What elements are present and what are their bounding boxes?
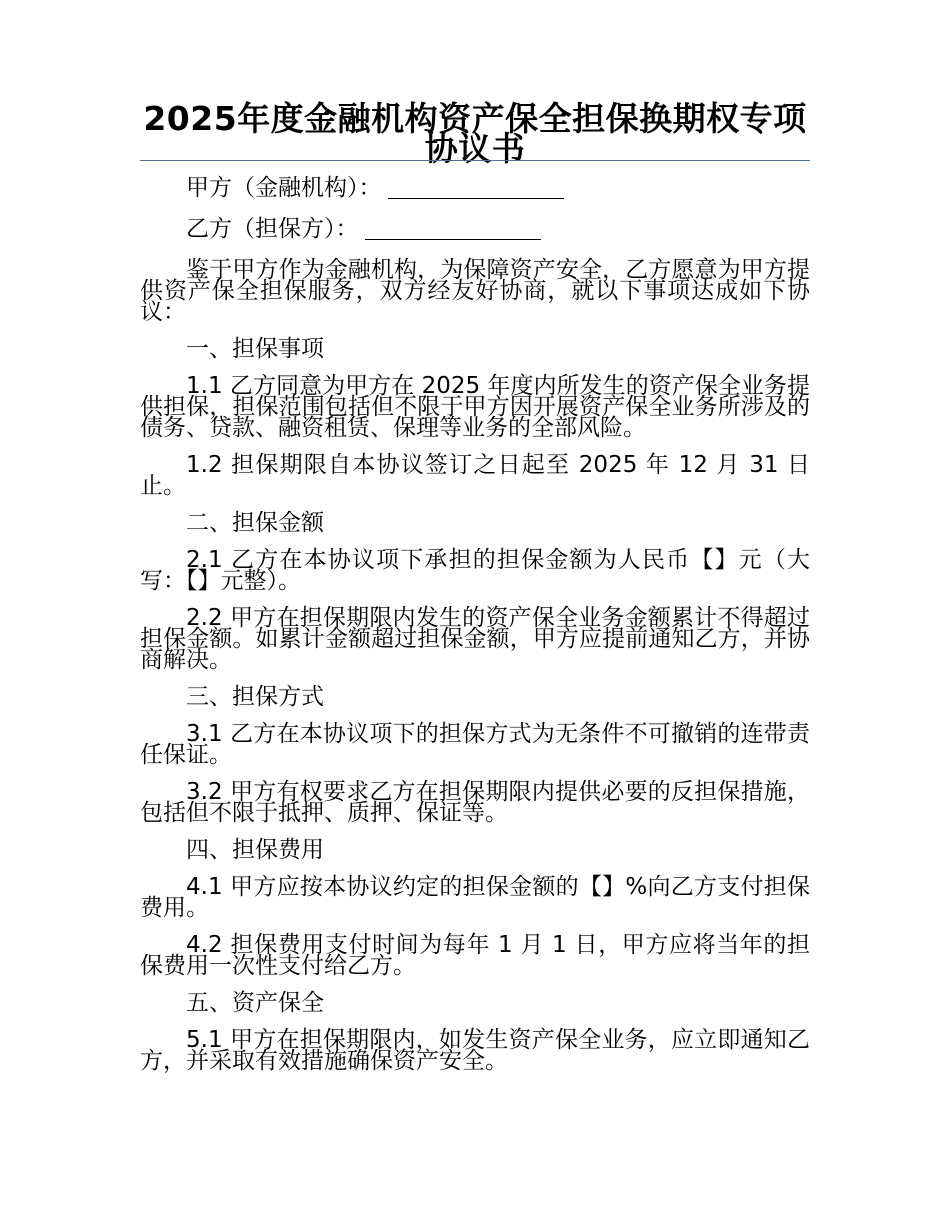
clause: 3.1 乙方在本协议项下的担保方式为无条件不可撤销的连带责任保证。 — [140, 721, 810, 768]
title-underline — [140, 160, 810, 161]
party-a-blank[interactable] — [388, 197, 564, 199]
document-body — [140, 175, 810, 1088]
section-heading: 一、担保事项 — [186, 336, 324, 362]
clause: 1.1 乙方同意为甲方在 2025 年度内所发生的资产保全业务提供担保，担保范围包括但不限于甲方因开展资产保全业务所涉及的债务、贷款、融资租赁、保理等业务的全部风险。 — [140, 373, 810, 441]
party-a-label: 甲方（金融机构）： — [186, 175, 382, 201]
party-b-field — [140, 216, 810, 242]
clause: 1.2 担保期限自本协议签订之日起至 2025 年 12 月 31 日止。 — [140, 452, 810, 499]
section-heading: 五、资产保全 — [186, 990, 324, 1016]
preamble: 鉴于甲方作为金融机构，为保障资产安全，乙方愿意为甲方提供资产保全担保服务，双方经友好协商，就以下事项达成如下协议： — [140, 257, 810, 325]
party-b-blank[interactable] — [365, 238, 541, 240]
clause: 5.1 甲方在担保期限内，如发生资产保全业务，应立即通知乙方，并采取有效措施确保资产安全。 — [140, 1027, 810, 1074]
clause: 4.1 甲方应按本协议约定的担保金额的【】%向乙方支付担保费用。 — [140, 874, 810, 921]
document-title: 2025年度金融机构资产保全担保换期权专项协议书 — [143, 99, 807, 168]
section-heading: 四、担保费用 — [186, 837, 324, 863]
section-heading: 三、担保方式 — [186, 684, 324, 710]
section-heading: 二、担保金额 — [186, 510, 324, 536]
clause: 3.2 甲方有权要求乙方在担保期限内提供必要的反担保措施，包括但不限于抵押、质押、保证等。 — [140, 779, 810, 826]
party-a-field — [140, 175, 810, 201]
clause: 4.2 担保费用支付时间为每年 1 月 1 日，甲方应将当年的担保费用一次性支付给乙方。 — [140, 932, 810, 979]
clause: 2.2 甲方在担保期限内发生的资产保全业务金额累计不得超过担保金额。如累计金额超过担保金额，甲方应提前通知乙方，并协商解决。 — [140, 605, 810, 673]
party-b-label: 乙方（担保方）： — [186, 216, 359, 242]
clause: 2.1 乙方在本协议项下承担的担保金额为人民币【】元（大写：【】元整）。 — [140, 547, 810, 594]
